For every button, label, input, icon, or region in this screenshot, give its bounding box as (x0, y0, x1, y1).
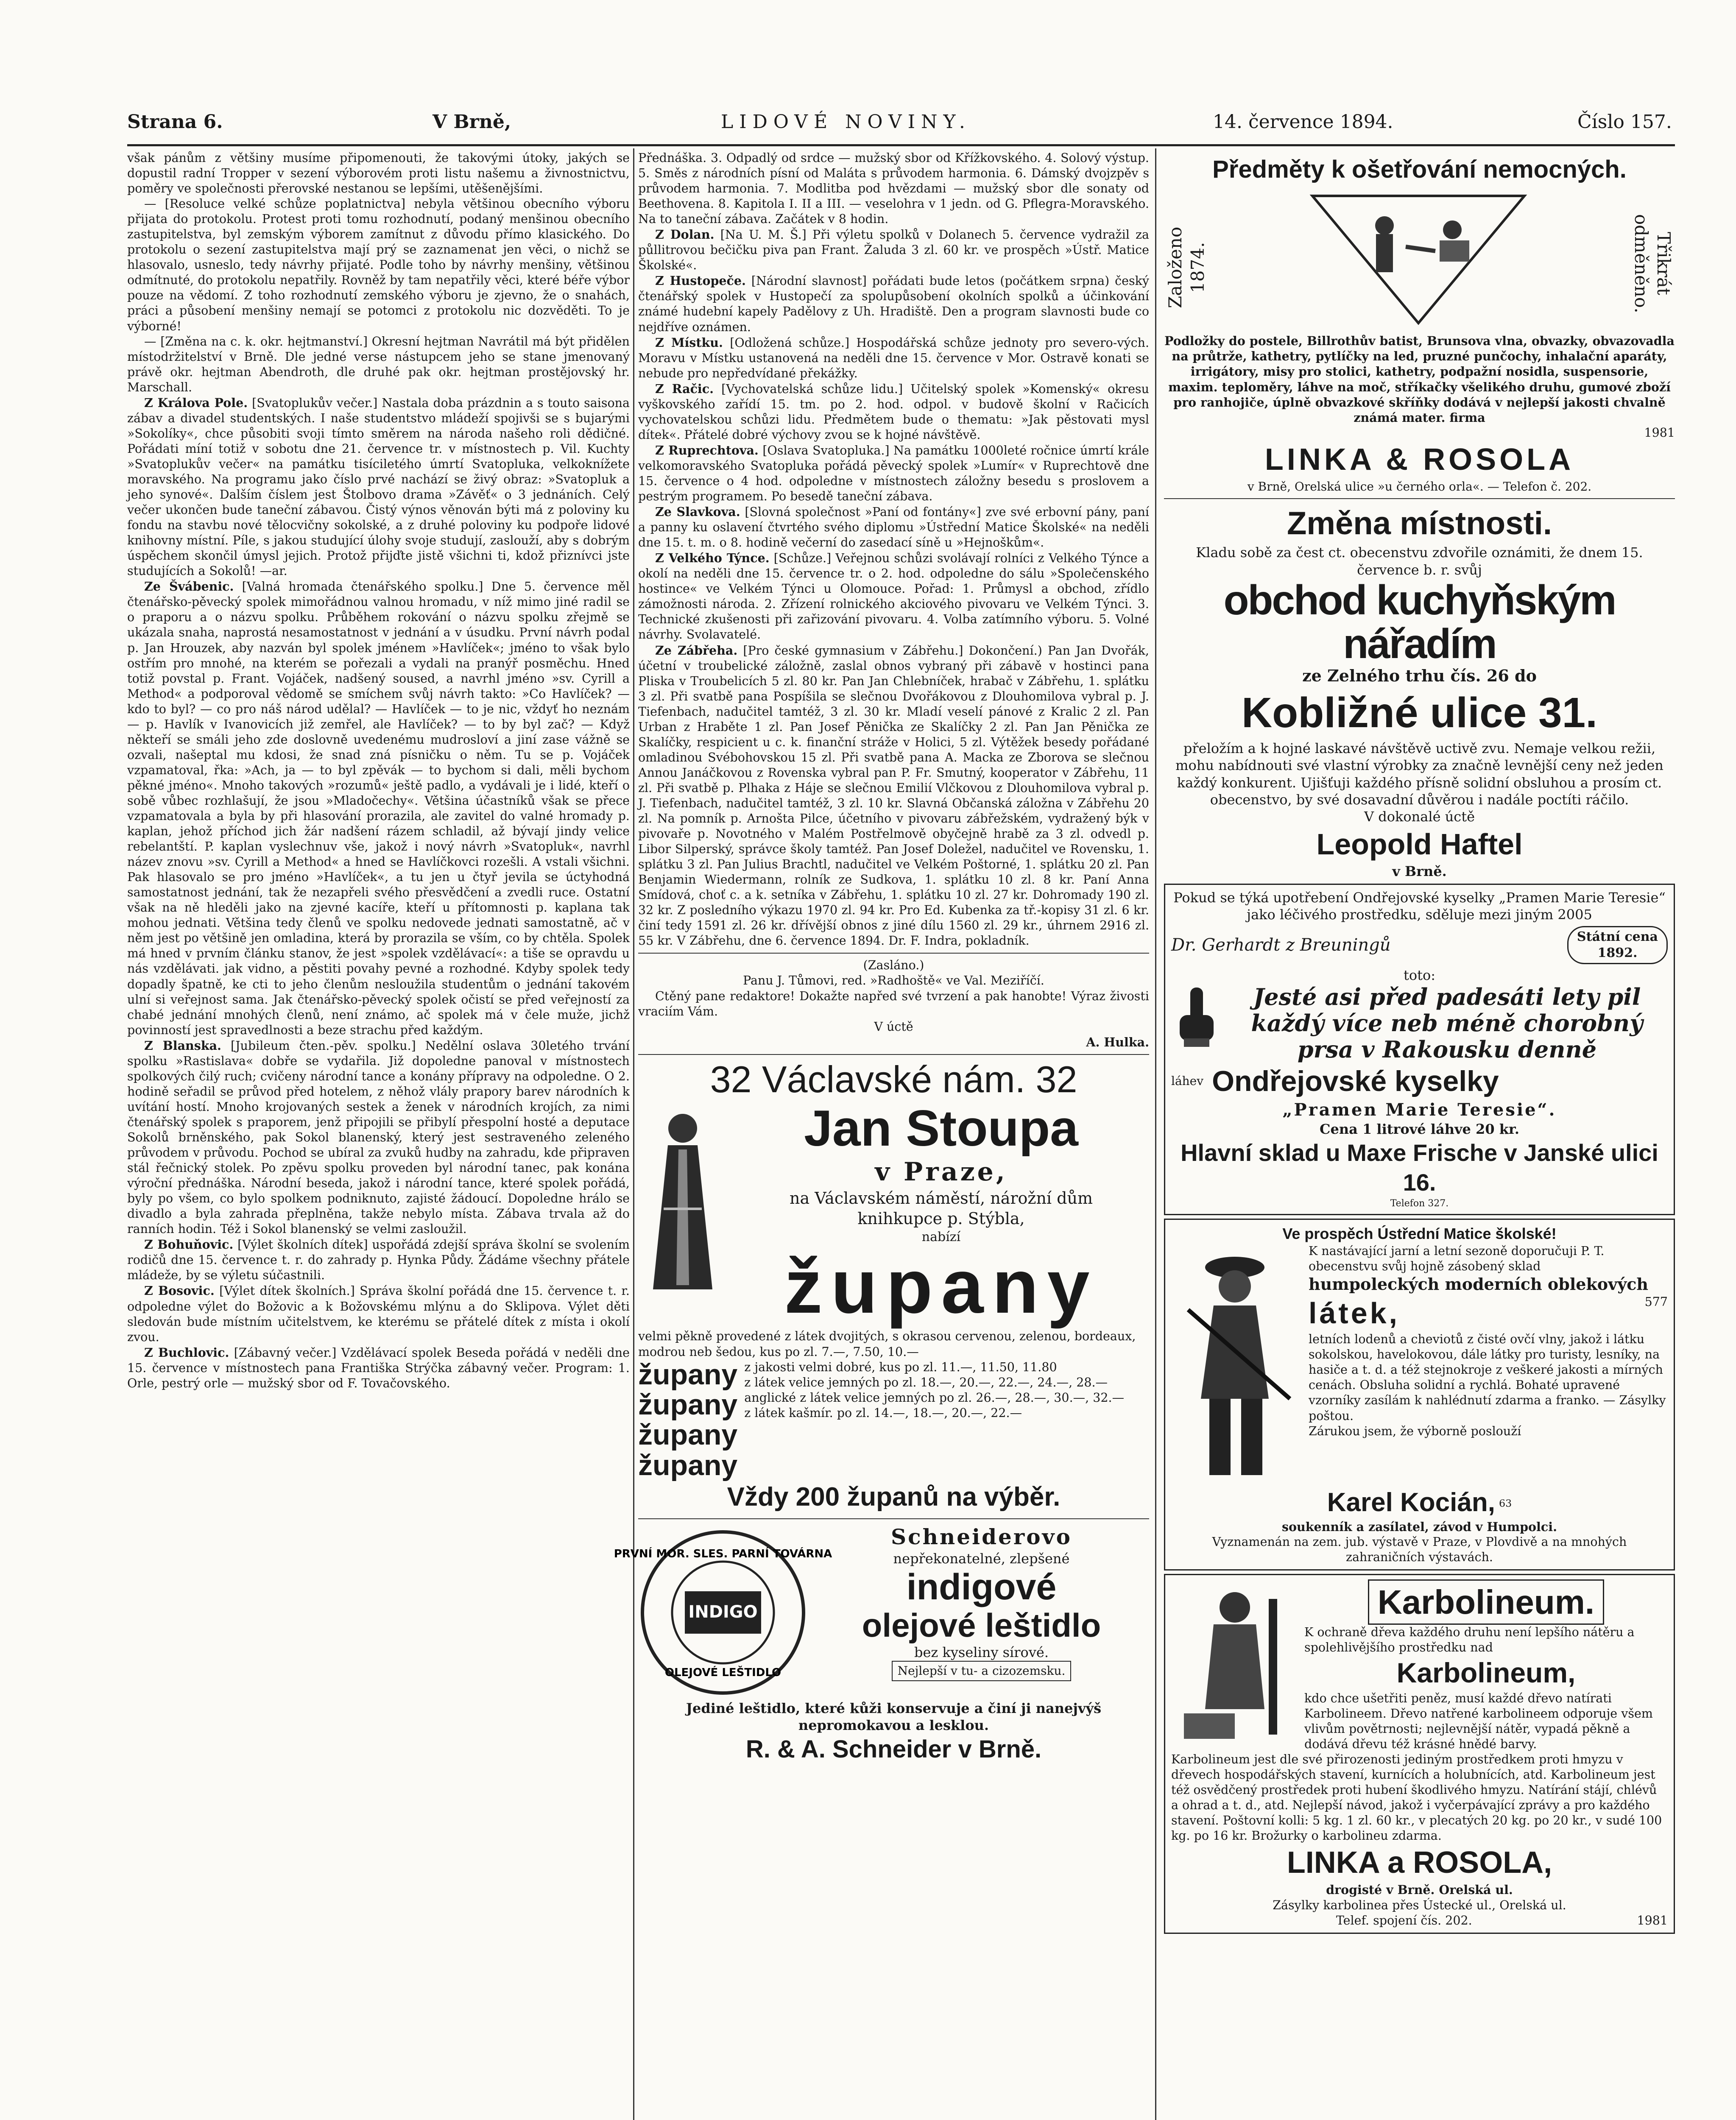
price: Cena 1 litrové láhve 20 kr. (1320, 1121, 1519, 1138)
section-text: [Valná hromada čtenářského spolku.] Dne 5. července měl čtenářsko-pěvecký spolek mimořádnou valnou hromadu, v níž mimo jiné radil se o praporu a o názvu spolku. Průběhem rokování o názvu spolku zřejmě se ukázala snaha, naprostá nesamostatnost v jednání a v úsudku. První návrh podal p. Jan Hrouzek, aby nazván byl spolek jménem »Havlíček«; jméno to však bylo ostřím pro mnohé, na kterém se pořezali a vydali na pranýř posměchu. Hned totiž povstal p. Frant. Vojáček, nadšený soused, a navrhl jméno »sv. Cyrill a Method« a podporoval vědomě se smíchem svůj návrh takto: »Co Havlíček? — kdo to byl? — co pro náš národ udělal? — Havlíček — to je nic, vždyť ho neznám — p. Havlík v Ivanovicích již zemřel, ale Havlíček? — to by byl zač? — Když někteří se smáli jeho zde doslovně uvedenému mudrosloví a jiní zase vážně se ozvali, našeptal mu kdosi, že snad zná písničku o něm. Tu se p. Vojáček vzpamatoval, řka: »Ach, ja — to byl zpěvák — to bychom si dali, měli bychom pěkné jméno«. Mnoho takových »rozumů« ještě padlo, a vydávali je i lidé, kteří o sobě vůbec rozhlašují, že jsou »Mladočechy«. Většina účastníků však se přece vzpamatovala a byla by při hlasování prorazila, ale zavitel do valné hromady p. kaplan, jehož příchod jich žár nadšení rázem schladil, až bývají jindy velice rebelantští. P. kaplan vyslechnuv vše, jakož i nový návrh »Svatopluk«, navrhl název znovu »sv. Cyrill a Method« a hned se Havlíčkovci rozešli. A vstali všichni. Pak hlasovalo se pro jméno »Havlíček«, a tu jen u čtyř jevila se úctyhodná samostatnost jednání, tak že nezapřeli svého přesvědčení a zvedli ruce. Ostatní však na ně hleděli jako na zjevné kacíře, kteří u přítomnosti p. kaplana tak mohou jednati. Většina tedy členů ve spolku nedovede jednati samostatně, ač v něm jest po většině jen omladina, která by prorazila se vším, co by chtěla. Spolek má hned v prvním článku stanov, že jest »spolek vzdělávací«: a tiše se opravdu u nás vzdělávati. jak vidno, a pěstiti povahy pevné a rozhodné. Kdyby spolek tedy dopadly špatně, ke cti to jeho členům nesloužila studentům o jednání takovém ulní si veřejnost sama. Jak čtenářsko-pěvecký spolek očistí se před veřejností za chabé jednání mnohých členů, není známo, ač spolek má v čele muže, jichž povinností jest spravedlnosti a beze strachu před každým. (127, 580, 630, 1037)
ad-sub: drogisté v Brně. Orelská ul. (1326, 1883, 1513, 1897)
ad-code: 577 (1644, 1294, 1668, 1309)
seal-text: INDIGO (688, 1602, 758, 1622)
phone: Telefon 327. (1390, 1198, 1449, 1209)
section-text: [Schůze.] Veřejnou schůzi svolávají rolníci z Velkého Týnce a okolí na neděli dne 15. července tr. o 2. hod. odpoledne do sálu »Společenského hostince« ve Velkém Týnci u Olomouce. Pořad: 1. Průmysl a obchod, zřídlo zámožnosti národa. 2. Zřízení rolnického akciového pivovaru ve Velkém Týnci. 3. Technické zkušenosti při zařizování pivovaru. 4. Volba zatímního výboru. 5. Volné návrhy. Svolavatelé. (638, 551, 1150, 642)
section-text: [Zábavný večer.] Vzdělávací spolek Beseda pořádá v neděli dne 15. července v místnostech pana Františka Strýčka zábavný večer. Program: 1. Orle, pestrý orle — mužský sbor od F. Tovačovského. (127, 1345, 630, 1390)
medical-scene-icon (1308, 192, 1529, 327)
paragraph: Přednáška. 3. Odpadlý od srdce — mužský sbor od Křížkovského. 4. Solový výstup. 5. Směs z národních písní od Malátа s průvodem harmonia. 6. Dámský dvojzpěv s průvodem harmonia. 7. Modlitba pod hvězdami — mužský sbor dle sonaty od Beethovena. 8. Kapitola I. II a III. — veselohra v 1 jedn. od G. Pflegra-Moravského. Na to taneční zábava. Začátek v 8 hodin. (638, 151, 1149, 226)
paper-title: LIDOVÉ NOVINY. (721, 111, 971, 133)
section (638, 227, 1149, 273)
stoupa-name: Jan Stoupa (804, 1099, 1078, 1157)
schneider-name: indigové (906, 1567, 1057, 1608)
section-title: Ze Zábřeha. (655, 643, 738, 658)
side-text: Založeno 1874. (1165, 227, 1209, 309)
haftel-ad (1164, 503, 1675, 880)
section-title: Z Ruprechtova. (655, 443, 759, 457)
issue-date: 14. července 1894. (1213, 111, 1393, 133)
ad-text: K ochraně dřeva každého druhu není lepšího nátěru a spolehlivějšího prostředku nad (1304, 1625, 1635, 1655)
schneider-desc: bez kyseliny sírové. (914, 1644, 1049, 1660)
page-number: Strana 6. (127, 111, 223, 133)
section-title: Z Buchlovic. (144, 1345, 229, 1360)
section (638, 443, 1149, 504)
man-in-robe-icon (638, 1103, 727, 1298)
linka-ad (1164, 154, 1675, 494)
doctor: Dr. Gerhardt z Breuningů (1171, 935, 1391, 955)
ad-code: 2005 (1557, 907, 1592, 923)
section (638, 504, 1149, 550)
ad-text-body: Pokud se týká upotřebení Ondřejovské kyselky „Pramen Marie Teresie“ jako léčivého prostředku, sděluje mezi jiným (1173, 889, 1666, 923)
schneider-note: Nejlepší v tu- a cizozemsku. (892, 1661, 1072, 1681)
ad-code: 1981 (1637, 1913, 1668, 1928)
section-title: Z Bohuňovic. (144, 1237, 234, 1252)
stoupa-desc: z látek velice jemných po zl. 18.—, 20.—, 22.—, 24.—, 28.— (744, 1375, 1108, 1389)
section (127, 1345, 630, 1391)
schneider-body: Jediné leštidlo, které kůži konservuje a činí ji nanejvýš nepromokavou a lesklou. (686, 1700, 1102, 1734)
section-text: [Svatoplukův večer.] Nastala doba prázdnin a s touto saisona zábav a divadel studentských. I naše studentstvo mládeží spojivši se s bujarými »Sokolíky«, chce působiti svoji tímto směrem na národa našeho roli dědičné. Pořádati míní totiž v sobotu dne 21. července tr. v místnostech p. Vil. Kuchty »Svatoplukův večer« na památku tisíciletého úmrtí Svatopluka, velkoknížete moravského. Na programu jako číslo prvé nachází se živý obraz: »Svatopluk a jeho synové«. Dalším číslem jest Štolbovo drama »Závěť« o 3 jednáních. Celý večer ukončen bude taneční zábavou. Čistý výnos věnován býti má z poloviny ku fondu na stavbu nové tělocvičny sokolské, a z druhé poloviny ku podpoře lidové knihovny místní. Píle, s jakou studující úlohy svoje studují, zaslouží, aby s dobrým úspěchem skončil úmysl jejich. Protož přijďte jistě všichni ti, kdož přiznívci jste studujících a Sokolů! —ar. (127, 396, 630, 578)
city: V Brně, (433, 111, 511, 133)
stoupa-repeat: župany (638, 1419, 738, 1451)
ad-name: Karel Kocián, (1327, 1487, 1495, 1517)
ad-text: letních lodenů a cheviotů z čisté ovčí vlny, jakož i látku sokolskou, havelokovou, dále látky pro turisty, lesníky, na hasiče a t. d. a též stejnokroje z veškeré jakosti a mírných cenách. Obsluha solidní a rychlá. Bohaté upravené vzorníky zasílám k nahlédnutí zdarma a franko. — Zásylky poštou. (1309, 1332, 1666, 1423)
ad-text: K nastávající jarní a letní sezoně doporučuji P. T. obecenstvu svůj hojně zásobený sklad (1309, 1244, 1605, 1273)
column-2 (614, 151, 1150, 2120)
section-text: [Národní slavnost] pořádati bude letos (počátkem srpna) český čtenářský spolek v Hustopečí za spolupůsobení okolních spolků a účinkování známé hudební kapely Padělovy z Uh. Hradiště. Den a program slavnosti bude co nejdříve oznámen. (638, 274, 1150, 334)
ad-text: humpoleckých moderních oblekových (1309, 1274, 1649, 1294)
stoupa-offers: nabízí (921, 1229, 961, 1244)
column-rule (1155, 148, 1156, 2120)
schneider-ad (614, 1523, 1149, 1765)
lahev: láhev (1171, 1074, 1204, 1088)
section-text: [Oslava Svatopluka.] Na památku 1000leté ročnice úmrtí krále velkomoravského Svatopluka pořádá pěvecký spolek »Lumír« v Ruprechtově dne 15. července o 4 hod. odpoledne v místnostech záložny besedu s proslovem a pestrým programem. Po besedě taneční zábava. (638, 443, 1150, 504)
section (127, 1283, 630, 1345)
stoupa-repeat: župany (638, 1388, 738, 1421)
section-text: [Jubileum čten.-pěv. spolku.] Nedělní oslava 30letého trvání spolku »Rastislava« dobře se vydařila. Již dopoledne panoval v místnostech spolkových čilý ruch; cvičeny národní tance a konány přípravy na odpoledne. O 2. hodině seřadil se průvod před hotelem, z něhož vlály prapory barev národních k uvítání hostí. Mnoho krojovaných sestek a ženek v národních krojích, za nimi čtenářský spolek s praporem, jenž připojili se přibylí přespolní hosté a deputace Sokolů brněnského, pak Sokol blanenský, který jest sestraveného zeleného průvodem v průvodu. Pochod se ubíral za zvuků hudby na zahradu, kde připraven stál řečnický stolek. Po zpěvu spolku proveden byl národní tanec, pak konána výroční přednáška. Národní beseda, jakož i národní tance, které spolek pořádá, byly po všem, co bylo spolkem podniknuto, zajisté žádoucí. Dopoledne hrálo se divadlo a byla zahrada přeplněna, takže nebylo místa. Zábava trvala až do ranních hodin. Též i Sokol blanenský se velmi zasloužil. (127, 1038, 630, 1236)
stoupa-desc: z látek kašmír. po zl. 14.—, 18.—, 20.—, 22.— (744, 1406, 1022, 1420)
ad-text: Karbolineum jest dle své přirozenosti jediným prostředkem proti hmyzu v dřevech hospodářských stavení, kurnících a holubnících, atd. Karbolineum jest též osvědčený prostředek proti hubení škodlivého hmyzu. Natírání stájí, chlévů a ohrad a t. d., atd. Nejlepší návod, jakož i vyčerpávající zprávy a pro každého stavení. Poštovní kolli: 5 kg. 1 zl. 60 kr., v plecatých 20 kg. po 20 kr., v sudé 100 kg. po 16 kr. Brožurky o karbolineu zdarma. (1171, 1752, 1662, 1843)
section-text: [Na U. M. Š.] Při výletu spolků v Dolanech 5. července vydražil za půllitrovou bečičku piva pan Frant. Žaluda 3 zl. 60 kr. ve prospěch »Ústř. Matice Školské«. (638, 228, 1150, 273)
ad-latek: látek, (1309, 1296, 1400, 1330)
ad-code: 1981 (1644, 425, 1675, 440)
page-header (127, 111, 1675, 137)
stoupa-city: v Praze, (875, 1157, 1008, 1187)
stoupa-location-2: knihkupce p. Stýbla, (857, 1209, 1025, 1228)
section-text: [Výlet dítek školních.] Správa školní pořádá dne 15. července t. r. odpoledne výlet do Božovic a k Božovskému mlýnu a do Sklipova. Výlet děti sledován bude místním učitelstvem, ke kterému se přátelé dítek z místa i okolí zvou. (127, 1284, 630, 1344)
toto: toto: (1403, 967, 1436, 983)
ad-text (1171, 889, 1668, 923)
ad-num: 63 (1499, 1497, 1512, 1509)
stoupa-address: 32 Václavské nám. 32 (710, 1058, 1077, 1100)
spring: „Pramen Marie Teresie“. (1282, 1099, 1557, 1120)
ad-text: Kladu sobě za čest ct. obecenstvu zdvořile oznámiti, že dnem 15. července b. r. svůj (1196, 544, 1643, 578)
ad-phone: Telef. spojení čís. 202. (1336, 1913, 1472, 1928)
stoupa-footer: Vždy 200 županů na výběr. (727, 1482, 1061, 1512)
zaslano-signature: A. Hulka. (1086, 1035, 1149, 1049)
section-text: [Slovná společnost »Paní od fontány«] zve své erbovní pány, paní a panny ku oslavení čtvrtého svého diplomu »Ústřední Matice Školské« na neděli dne 15. t. m. o 8. hodině večerní do zasedací síně u »Hejnoškům«. (638, 505, 1149, 550)
ad-sub: soukenník a zasílatel, závod v Humpolci. (1282, 1520, 1557, 1534)
ad-heading: Změna místnosti. (1287, 505, 1552, 542)
zaslano-addressee: Panu J. Tůmovi, red. »Radhoště« ve Val. Meziříčí. (743, 974, 1044, 988)
section (127, 1237, 630, 1283)
ad-sub: Zásylky karbolinea přes Ústecké ul., Orelská ul. (1273, 1898, 1566, 1912)
paragraph: však pánům z většiny musíme připomenouti, že takovými útoky, jakých se dopustil radní Tropper v sezení výborovém proti listu našemu a živnostnictvu, poměry ve společnosti přerovské nestanou se lepšími, utěšenějšími. (127, 151, 630, 196)
section-title: Z Blanska. (144, 1038, 221, 1053)
schneider-company: R. & A. Schneider v Brně. (745, 1735, 1042, 1763)
column-1 (127, 151, 630, 2120)
section (127, 395, 630, 579)
ad-firm: LINKA a ROSOLA, (1287, 1846, 1552, 1880)
stoupa-desc: velmi pěkně provedené z látek dvojitých, s okrasou cervenou, zelenou, bordeaux, modrou neb šedou, kus po zl. 7.—, 7.50, 10.— (638, 1329, 1136, 1359)
ad-banner: Ve prospěch Ústřední Matice školské! (1282, 1225, 1557, 1243)
stoupa-desc: anglické z látek velice jemných po zl. 26.—, 28.—, 30.—, 32.— (744, 1390, 1125, 1405)
paragraph: — [Resoluce velké schůze poplatnictva] nebyla většinou obecního výboru přijata do protokolu. Protest proti tomu rozhodnutí, podaný menšinou obecního zastupitelstva, byl zemským výborem zamítnut z důvodu přímo klasického. Do protokolu o sezení zastupitelstva mají prý se zaznamenat jen věci, o nichž se hlasovalo, usneslo, tedy návrhy přijaté. Podle toho by návrhy menšiny, většinou odmítnuté, do protokolu nepatřily. Rovněž by tam nepatřily věci, které béře výbor pouze na vědomí. Z toho rozhodnutí zemského výboru je zjevno, že o snahách, práci a působení menšiny nemají se potomci z protokolu nic dozvěděti. To je výborné! (127, 197, 630, 333)
paragraph: — [Změna na c. k. okr. hejtmanství.] Okresní hejtman Navrátil má být přidělen místodržitelství v Brně. Dle jedné verse nástupcem jeho se stane jmenovaný právě okr. hejtman Abendroth, dle druhé pak okr. hejtman prostějovský hr. Marschall. (127, 334, 630, 394)
section-text: [Odložená schůze.] Hospodářská schůze jednoty pro severo-vých. Moravu v Místku ustanovená na neděli dne 15. července v Mor. Ostravě konati se nebude pro nepředvídané překážky. (638, 335, 1150, 380)
stoupa-repeat: župany (638, 1358, 738, 1391)
section-title: Ze Švábenic. (144, 579, 234, 594)
column-rule (633, 148, 634, 2120)
ad-extra: zahraničních výstavách. (1346, 1550, 1493, 1565)
column-3 (1164, 151, 1675, 2120)
stoupa-ad (638, 1059, 1149, 1514)
section-text: [Pro české gymnasium v Zábřehu.] Dokončení.) Pan Jan Dvořák, účetní v troubelické záložně, zaslal obnos vybraný při zábavě v hostinci pana Pliska v Troubelicích 5 zl. 80 kr. Pan Jan Chlebníček, hrabač v Zábřehu, 1. splátku 3 zl. Při svatbě pana Pospíšila se slečnou Dvořákovou z Dlouhomilova vybral p. J. Tiefenbach, nadučitel tamtéž, 3 zl. 30 kr. Mladí veselí pánové z Kralic 2 zl. Pan Urban z Hraběte 1 zl. Pan Josef Pěnička ze Skalíčky 2 zl. Pan Jan Pěnička ze Skalíčky, respicient u c. k. finanční stráže v Holici, 5 zl. Výtěžek besedy pořádané omladinou Svébohovskou 15 zl. Při svatbě pana A. Macka ze Zborova se slečnou Annou Janáčkovou z Rovenska vybral pan P. Fr. Smutný, kooperator v Zábřehu, 11 zl. Při svatbě p. Plhaka z Háje se slečnou Emilií Vlčkovou z Dlouhomilova vybral p. J. Tiefenbach, nadučitel tamtéž, 3 zl. 10 kr. Slavná Občanská záložna v Zábřehu 20 zl. Na pomník p. Arnošta Pilce, účetního v pivovaru zábřežském, vydražený býk v pivovaře p. Novotného v Malém Postřelmově obyčejně hrabě za 3 zl. odvedl p. Libor Silperský, správce školy tamtéž. Pan Josef Doležel, nadučitel ve Rovensku, 1. splátku 3 zl. Pan Julius Brachtl, nadučitel ve Velkém Poštorné, 1. splátku 20 zl. Pan Benjamin Wiedermann, rolník ze Sudkova, 1. splátku 10 zl. 8 kr. Paní Anna Smídová, choť c. a k. setníka v Zábřehu, 1. splátku 10 zl. 27 kr. Dohromady 190 zl. 32 kr. Z posledního výkazu 1970 zl. 94 kr. Pro Ed. Kubenka za tř.-kopisy 31 zl. 6 kr. činí tedy 1591 zl. 26 kr. dřívější obnos z jiné dílu 1560 zl. 29 kr., úhrnem 2916 zl. 55 kr. V Zábřehu, dne 6. července 1894. Dr. F. Indra, pokladník. (638, 643, 1149, 948)
section (638, 335, 1149, 381)
ad-closing: V dokonalé úctě (1364, 809, 1475, 825)
ad-city: v Brně. (1392, 863, 1447, 880)
stoupa-product: župany (784, 1244, 1098, 1330)
painter-figure-icon (1171, 1582, 1298, 1743)
issue-number: Číslo 157. (1577, 111, 1672, 133)
section (638, 381, 1149, 443)
ad-signature: Leopold Haftel (1316, 827, 1523, 861)
section-title: Z Dolan. (655, 227, 714, 242)
polish-seal-icon (614, 1528, 832, 1697)
stoupa-desc: z jakosti velmi dobré, kus po zl. 11.—, 11.50, 11.80 (744, 1360, 1057, 1374)
kyselka-ad (1164, 884, 1675, 1215)
ad-heading: Karbolineum. (1368, 1579, 1604, 1625)
divider (638, 1518, 1149, 1519)
ad-text: Zárukou jsem, že výborně poslouží (1309, 1424, 1521, 1438)
quote: Jesté asi před padesáti lety pil každý více neb méně chorobný prsa v Rakousku denně (1251, 983, 1643, 1063)
ad-name: Karbolineum, (1396, 1657, 1576, 1689)
section-title: Z Místku. (655, 335, 723, 350)
medal-line: Státní cena (1577, 929, 1658, 944)
section-title: Ze Slavkova. (655, 505, 740, 519)
schneider-title: Schneiderovo (891, 1524, 1072, 1549)
shop-name: obchod kuchyňským nářadím (1223, 577, 1616, 667)
karbol-ad (1164, 1574, 1675, 1933)
section (127, 579, 630, 1038)
kocian-ad (1164, 1219, 1675, 1570)
section-title: Z Hustopeče. (655, 273, 746, 288)
medal-line: 1892. (1597, 945, 1638, 960)
ad-text: přeložím a k hojné laskavé návštěvě uctivě zvu. Nemaje velkou režii, mohu nabídnouti své vlastní výrobky za značně levnější ceny než jeden každý konkurent. Ujišťuji každého přísně solidní obsluhou a prosím ct. obecenstvo, by své dosavadní důvěrou i nadále poctíti ráčilo. (1175, 740, 1663, 808)
medal-badge (1567, 926, 1668, 964)
section (638, 550, 1149, 642)
header-rule (127, 144, 1675, 146)
firm-name: LINKA & ROSOLA (1264, 442, 1574, 477)
products: Podložky do postele, Billrothův batist, Brunsova vlna, obvazky, obvazovadla na průtrže, kathetry, pytlíčky na led, pruzné punčochy, inhalační aparáty, irrigátory, misy pro stolici, kathetry, podpažní nosidla, suspensorie, maxim. teploměry, láhve na moč, stříkačky všelikého druhu, gumové zboží pro ranhojiče, úplně obvazkové skříňky dodává v nejlepší jakosti chvalně známá mater. firma (1164, 334, 1675, 425)
depot: Hlavní sklad u Maxe Frische v Janské ulici 16. (1181, 1139, 1658, 1196)
schneider-subtitle: nepřekonatelné, zlepšené (893, 1550, 1070, 1567)
section (638, 643, 1149, 949)
section-title: Z Velkého Týnce. (655, 551, 770, 566)
zaslano-body: Ctěný pane redaktore! Dokažte napřed své tvrzení a pak hanobte! Výraz živosti vraciím Vám. (638, 989, 1149, 1018)
divider (638, 953, 1149, 954)
divider (638, 1054, 1149, 1055)
ad-title: Předměty k ošetřování nemocných. (1212, 156, 1627, 183)
stoupa-location: na Václavském náměstí, nárožní dům (790, 1189, 1093, 1208)
section-title: Z Bosovic. (144, 1283, 215, 1298)
section-text: [Vychovatelská schůze lidu.] Učitelský spolek »Komenský« okresu vyškovského zařídí 15. tm. po 2. hod. odpol. v budově školní v Račicích vychovatelskou schůzi lidu. Předmětem bude o thematu: »Jak pěstovati mysl dítek«. Přátelé dobré výchovy zvou se k hojné návštěvě. (638, 382, 1149, 442)
ad-text: kdo chce ušetřiti peněz, musí každé dřevo natírati Karbolineem. Dřevo natřené karbolineem odporuje všem vlivům povětrnosti; nejlevnější nátěr, vypadá pěkně a dodává dřevu též krásné hnědé barvy. (1304, 1691, 1653, 1752)
zaslano-closing: V úctě (874, 1019, 913, 1034)
side-text: Třikrát odměněno. (1630, 214, 1674, 313)
shop-street: Kobližné ulice 31. (1241, 689, 1598, 737)
brand: Ondřejovské kyselky (1212, 1065, 1499, 1097)
firm-address: v Brně, Orelská ulice »u černého orla«. — Telefon č. 202. (1247, 479, 1592, 494)
divider (1164, 498, 1675, 499)
stoupa-repeat: župany (638, 1449, 738, 1481)
hunter-figure-icon (1171, 1246, 1303, 1484)
schneider-name-2: olejové leštidlo (862, 1606, 1101, 1644)
section-title: Z Račic. (655, 381, 714, 396)
zaslano-label: (Zasláno.) (863, 958, 924, 973)
seal-text: PRVNÍ MOR. SLES. PARNÍ TOVÁRNA (614, 1547, 832, 1560)
section (127, 1038, 630, 1237)
section-text: [Výlet školních dítek] uspořádá zdejší správa školní se svolením rodičů dne 15. července t. r. do zahrady p. Hynka Půdy. Žádáme všechny přátele mládeže, by se výletu súčastnili. (127, 1238, 630, 1283)
pointing-hand-icon (1171, 985, 1222, 1049)
section-title: Z Králova Pole. (144, 395, 248, 410)
ad-extra: Vyznamenán na zem. jub. výstavě v Praze, v Plovdivě a na mnohých (1212, 1535, 1627, 1549)
section (638, 273, 1149, 335)
shop-from: ze Zelného trhu čís. 26 do (1302, 666, 1537, 686)
seal-text: OLEJOVÉ LEŠTIDLO (664, 1666, 781, 1679)
